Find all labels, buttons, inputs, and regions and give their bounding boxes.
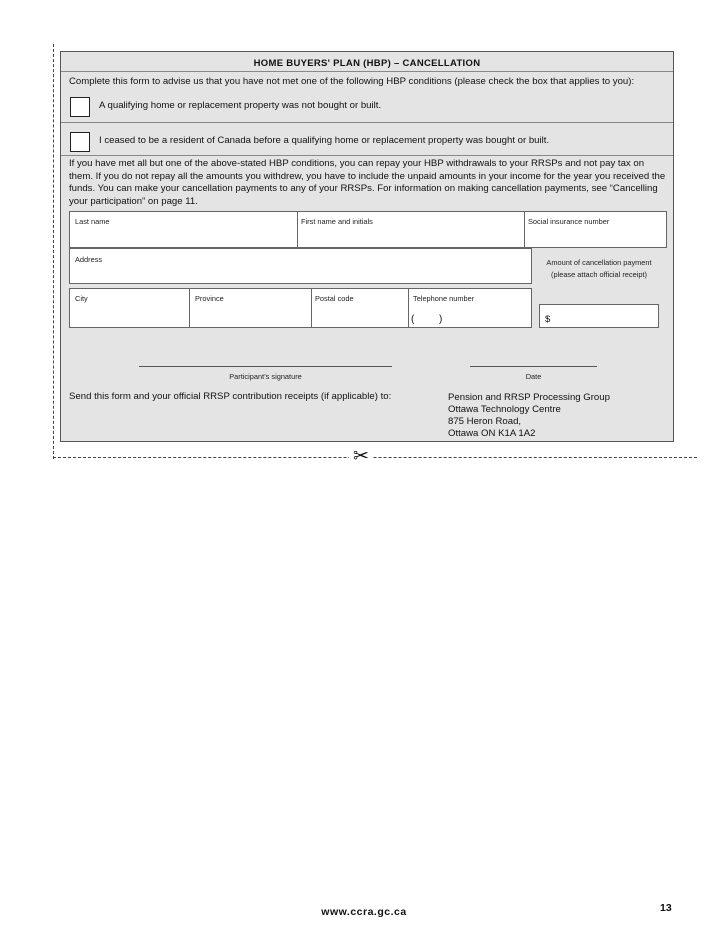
name-divider-1 — [297, 211, 298, 247]
date-label: Date — [525, 372, 542, 381]
address-input[interactable] — [70, 264, 529, 282]
city-divider — [189, 288, 190, 327]
info-paragraph: If you have met all but one of the above-stated HBP conditions, you can repay your HBP withdrawals to your RRSPs and not pay tax on them. If you do not repay all the amounts you withdrew, you have to include the unpaid amounts in your income for the year you received the funds. You can make your cancellation payments to any of your RRSPs. For information on making cancellation payments, see “Cancelling your participation” on page 11. — [69, 158, 666, 207]
form-title: HOME BUYERS' PLAN (HBP) – CANCELLATION — [253, 58, 481, 69]
postal-divider — [408, 288, 409, 327]
address-label: Address — [75, 255, 103, 264]
cancellation-form — [60, 51, 674, 442]
postal-code-label: Postal code — [315, 294, 354, 303]
signature-line[interactable] — [139, 366, 392, 367]
address-line: Pension and RRSP Processing Group — [448, 392, 610, 403]
telephone-label: Telephone number — [413, 294, 475, 303]
option2-checkbox[interactable] — [70, 132, 90, 152]
province-input[interactable] — [191, 304, 310, 326]
province-divider — [311, 288, 312, 327]
city-input[interactable] — [70, 304, 188, 326]
option1-checkbox[interactable] — [70, 97, 90, 117]
option2-divider — [61, 155, 673, 156]
amount-input[interactable] — [539, 304, 659, 328]
option1-label: A qualifying home or replacement property was not bought or built. — [99, 100, 382, 111]
cut-line-vertical — [53, 44, 54, 459]
address-line: 875 Heron Road, — [448, 416, 522, 427]
telephone-input[interactable] — [410, 304, 529, 326]
last-name-label: Last name — [75, 217, 110, 226]
signature-label: Participant’s signature — [229, 372, 302, 381]
phone-open-paren: ( — [411, 314, 415, 325]
province-label: Province — [195, 294, 224, 303]
sin-label: Social insurance number — [528, 217, 610, 226]
website-url[interactable]: www.ccra.gc.ca — [321, 906, 407, 918]
first-name-input[interactable] — [299, 226, 523, 246]
scissors-icon: ✂ — [349, 446, 373, 468]
form-intro: Complete this form to advise us that you have not met one of the following HBP conditions (please check the box that applies to you): — [69, 76, 635, 87]
title-divider — [61, 71, 673, 72]
city-label: City — [75, 294, 88, 303]
send-instructions: Send this form and your official RRSP contribution receipts (if applicable) to: — [69, 391, 392, 402]
dollar-sign: $ — [545, 314, 551, 325]
first-name-label: First name and initials — [301, 217, 373, 226]
sin-input[interactable] — [526, 226, 664, 246]
cut-line-horizontal — [53, 457, 697, 458]
option2-label: I ceased to be a resident of Canada before a qualifying home or replacement property was bought or built. — [99, 135, 550, 146]
phone-close-paren: ) — [439, 314, 443, 325]
last-name-input[interactable] — [70, 226, 296, 246]
mailing-address — [448, 392, 610, 440]
page-number: 13 — [660, 902, 672, 914]
address-line: Ottawa ON K1A 1A2 — [448, 428, 536, 439]
amount-label-line2: (please attach official receipt) — [551, 270, 647, 279]
amount-label-line1: Amount of cancellation payment — [546, 258, 652, 267]
address-line: Ottawa Technology Centre — [448, 404, 561, 415]
date-line[interactable] — [470, 366, 597, 367]
postal-code-input[interactable] — [313, 304, 407, 326]
name-divider-2 — [524, 211, 525, 247]
option-divider — [61, 122, 673, 123]
